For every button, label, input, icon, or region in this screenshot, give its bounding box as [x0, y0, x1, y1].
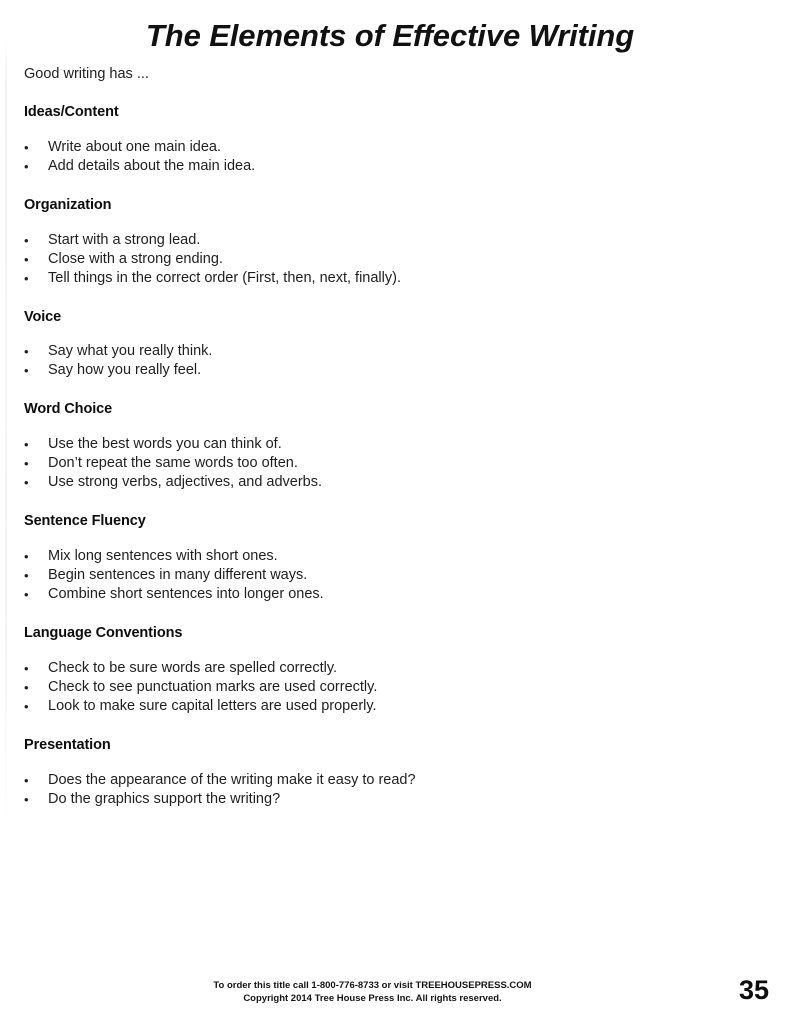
bullet-marker-icon: •	[24, 158, 29, 174]
bullet-marker-icon: •	[24, 270, 29, 286]
section-heading: Word Choice	[24, 401, 113, 418]
bullet-text: Start with a strong lead.	[48, 231, 201, 248]
bullet-item	[24, 342, 764, 361]
bullet-marker-icon: •	[24, 549, 29, 565]
bullet-marker-icon: •	[24, 437, 29, 453]
section-heading: Ideas/Content	[24, 103, 119, 120]
bullet-text: Add details about the main idea.	[48, 157, 256, 174]
bullet-item	[24, 231, 764, 250]
section	[24, 198, 764, 288]
bullet-item	[24, 547, 764, 566]
section	[24, 310, 764, 381]
bullet-list	[24, 138, 764, 176]
bullet-text: Tell things in the correct order (First, then, next, finally).	[48, 269, 401, 286]
section	[24, 626, 764, 716]
bullet-marker-icon: •	[24, 232, 29, 248]
bullet-list	[24, 435, 764, 492]
bullet-item	[24, 566, 764, 585]
bullet-item	[24, 250, 764, 269]
bullet-item	[24, 473, 764, 492]
bullet-item	[24, 790, 764, 809]
bullet-text: Don’t repeat the same words too often.	[48, 455, 298, 472]
bullet-text: Mix long sentences with short ones.	[48, 548, 278, 565]
bullet-text: Combine short sentences into longer ones.	[48, 586, 324, 603]
footer-copyright-line: Copyright 2014 Tree House Press Inc. All rights reserved.	[243, 992, 502, 1004]
bullet-list	[24, 231, 764, 288]
bullet-marker-icon: •	[24, 251, 29, 267]
section	[24, 402, 764, 492]
page-title: The Elements of Effective Writing	[145, 18, 635, 53]
document-body	[24, 66, 764, 809]
bullet-text: Say how you really feel.	[48, 362, 202, 379]
bullet-text: Check to be sure words are spelled correctly.	[48, 660, 338, 677]
bullet-item	[24, 454, 764, 473]
footer-order-line: To order this title call 1-800-776-8733 or visit TREEHOUSEPRESS.COM	[213, 980, 532, 991]
bullet-list	[24, 659, 764, 716]
bullet-item	[24, 157, 764, 176]
bullet-marker-icon: •	[24, 344, 29, 360]
bullet-text: Say what you really think.	[48, 343, 213, 360]
bullet-marker-icon: •	[24, 456, 29, 472]
section	[24, 514, 764, 604]
bullet-text: Check to see punctuation marks are used correctly.	[48, 679, 378, 696]
bullet-text: Begin sentences in many different ways.	[48, 567, 308, 584]
bullet-marker-icon: •	[24, 363, 29, 379]
page-number: 35	[738, 975, 769, 1005]
bullet-marker-icon: •	[24, 792, 29, 808]
bullet-item	[24, 678, 764, 697]
bullet-text: Do the graphics support the writing?	[48, 791, 281, 808]
bullet-marker-icon: •	[24, 680, 29, 696]
bullet-item	[24, 585, 764, 604]
bullet-marker-icon: •	[24, 568, 29, 584]
bullet-text: Use strong verbs, adjectives, and adverbs.	[48, 474, 323, 491]
section-heading: Voice	[24, 308, 62, 325]
bullet-list	[24, 547, 764, 604]
bullet-marker-icon: •	[24, 139, 29, 155]
bullet-marker-icon: •	[24, 661, 29, 677]
scan-edge-artifact	[5, 40, 7, 830]
bullet-text: Close with a strong ending.	[48, 250, 223, 267]
section-heading: Language Conventions	[24, 625, 183, 642]
bullet-item	[24, 269, 764, 288]
bullet-item	[24, 771, 764, 790]
section-heading: Organization	[24, 196, 112, 213]
bullet-item	[24, 138, 764, 157]
bullet-text: Use the best words you can think of.	[48, 436, 282, 453]
section-heading: Presentation	[24, 737, 111, 754]
bullet-list	[24, 342, 764, 380]
bullet-item	[24, 697, 764, 716]
bullet-marker-icon: •	[24, 773, 29, 789]
bullet-list	[24, 771, 764, 809]
intro-text: Good writing has ...	[24, 66, 149, 82]
footer	[0, 980, 745, 1005]
section	[24, 738, 764, 809]
sections-container	[24, 105, 764, 810]
bullet-marker-icon: •	[24, 475, 29, 491]
bullet-item	[24, 435, 764, 454]
section-heading: Sentence Fluency	[24, 513, 146, 530]
bullet-text: Write about one main idea.	[48, 138, 222, 155]
bullet-text: Does the appearance of the writing make it easy to read?	[48, 772, 416, 789]
bullet-marker-icon: •	[24, 587, 29, 603]
bullet-text: Look to make sure capital letters are used properly.	[48, 698, 377, 715]
bullet-marker-icon: •	[24, 699, 29, 715]
bullet-item	[24, 361, 764, 380]
bullet-item	[24, 659, 764, 678]
section	[24, 105, 764, 176]
